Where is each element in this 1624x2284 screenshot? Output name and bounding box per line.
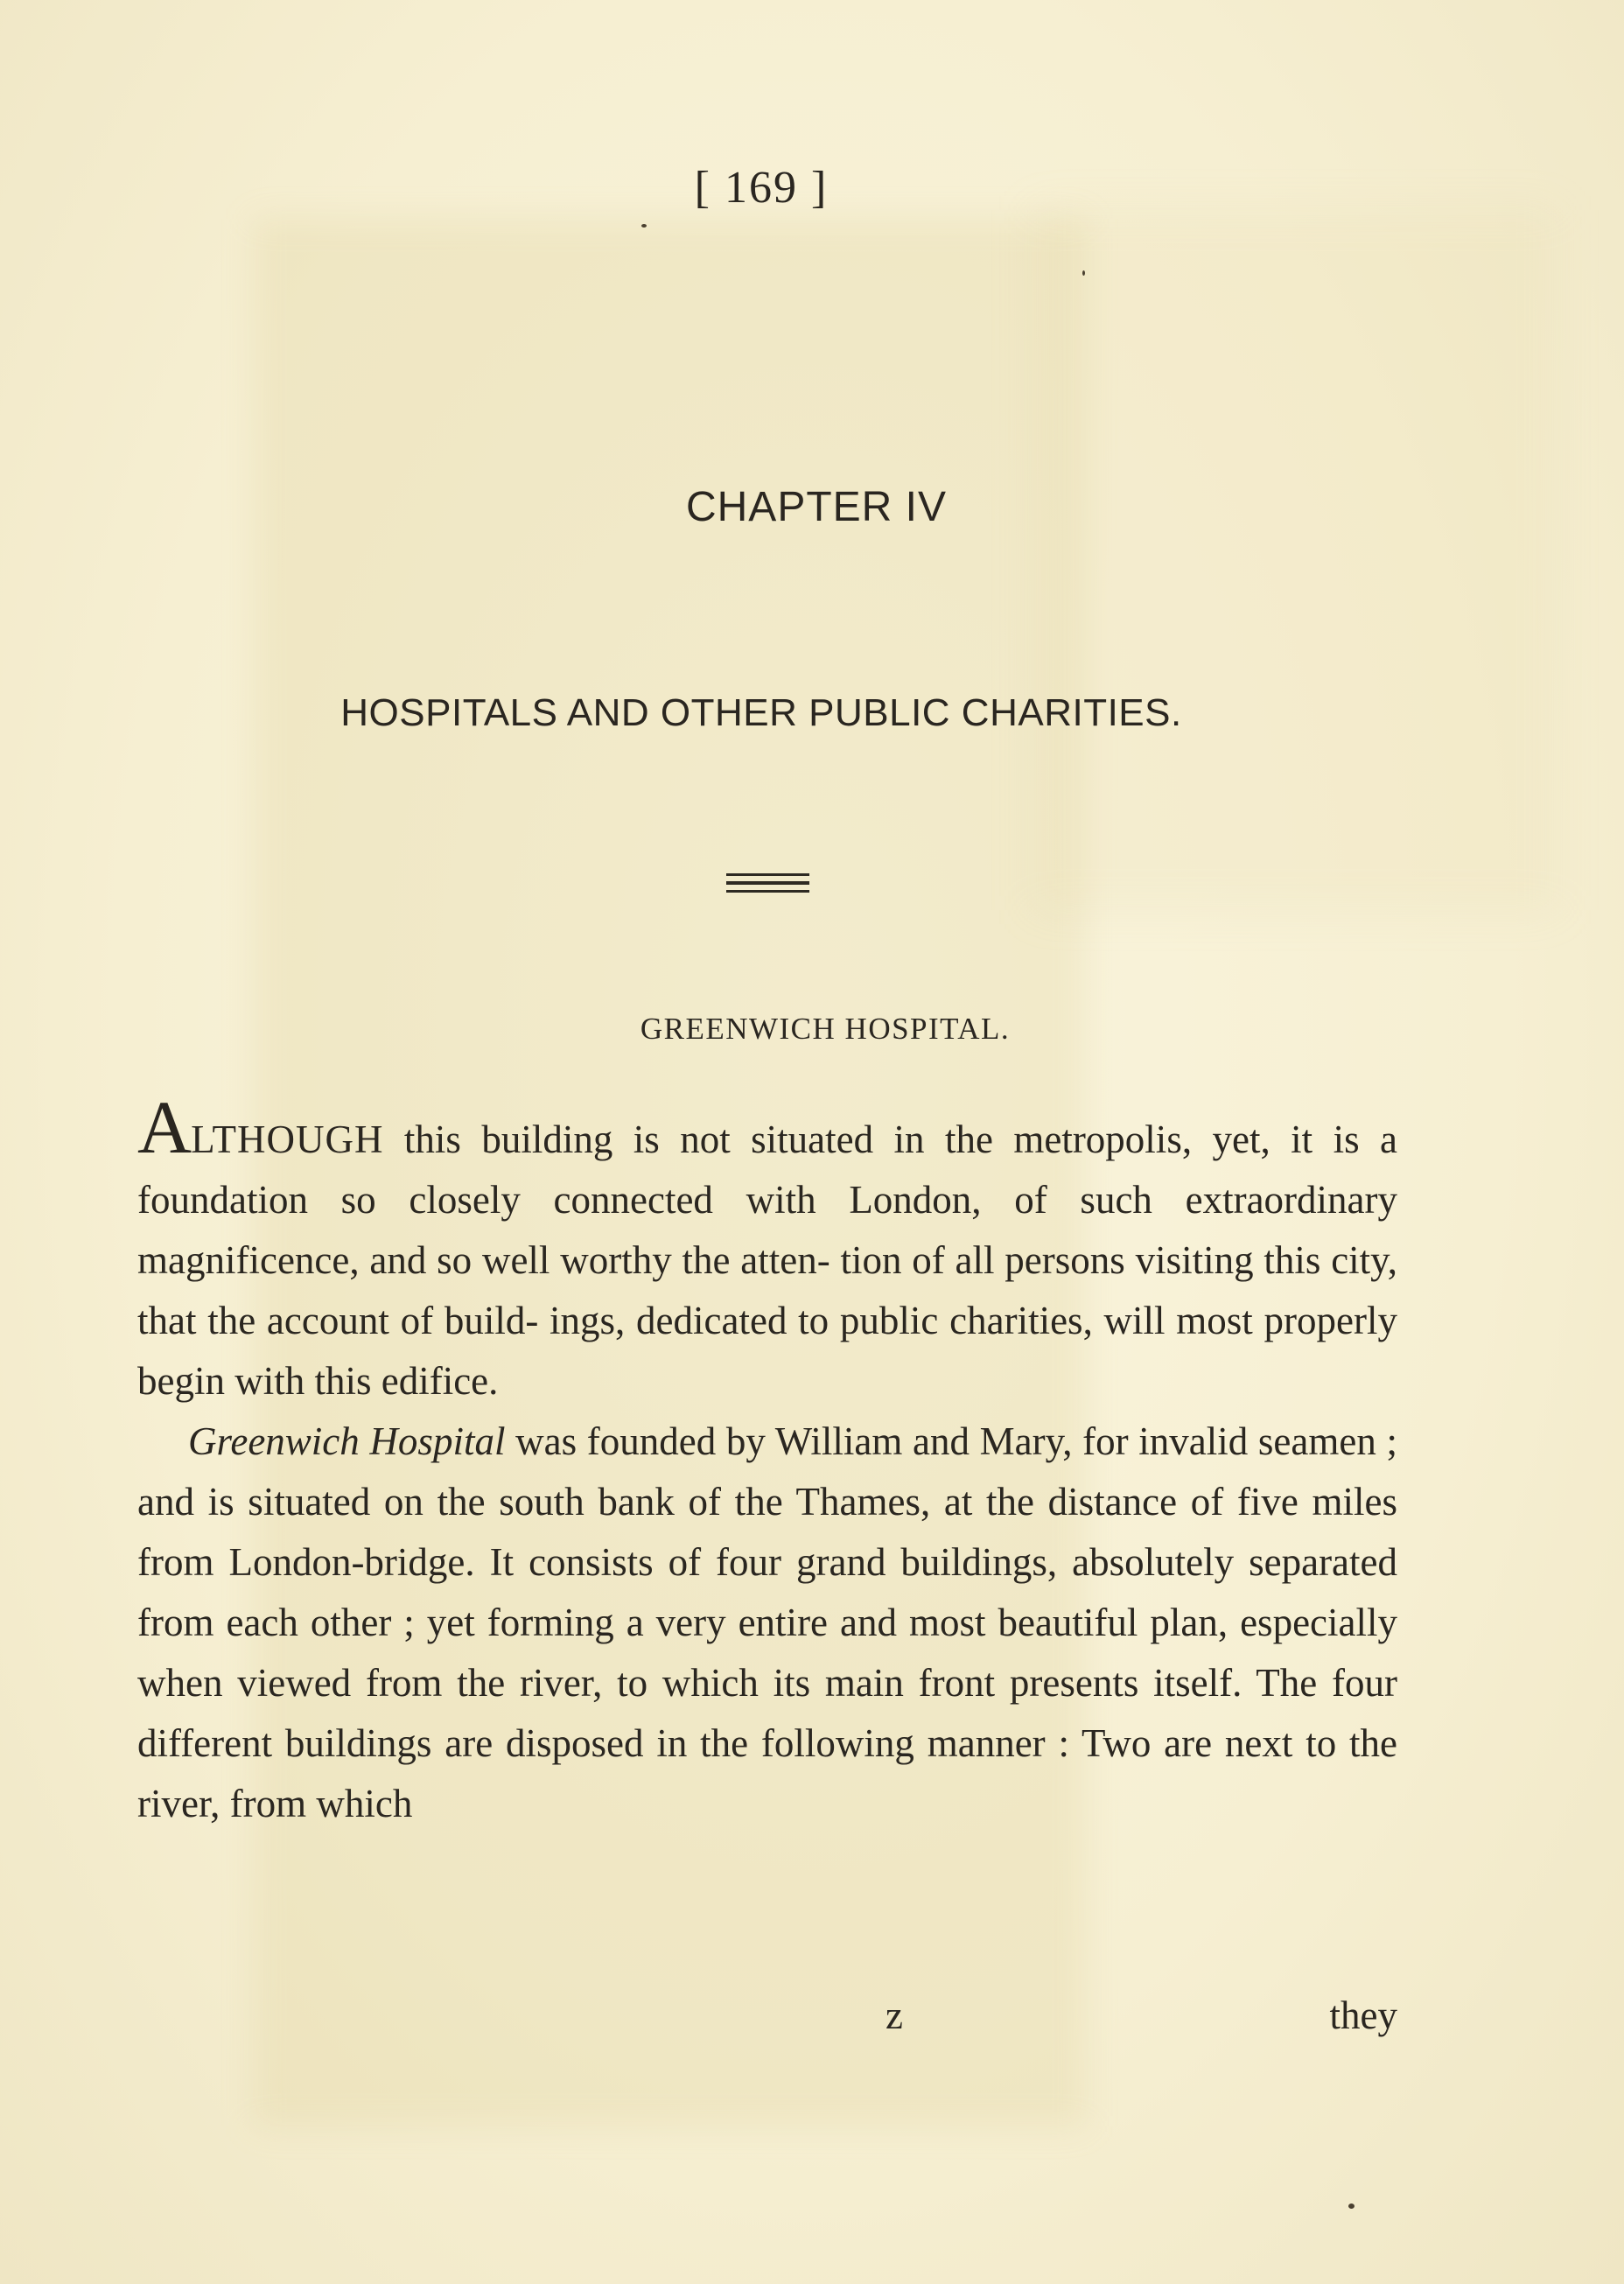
decorative-rule bbox=[726, 890, 809, 893]
italic-name: Greenwich Hospital bbox=[188, 1419, 506, 1463]
page-stain bbox=[1032, 210, 1558, 910]
paragraph-1 bbox=[137, 1085, 1397, 1412]
opening-caps: LTHOUGH bbox=[191, 1117, 384, 1161]
decorative-rule bbox=[726, 873, 809, 876]
body-text bbox=[137, 1085, 1397, 1834]
paragraph-2 bbox=[137, 1412, 1397, 1834]
catchword: they bbox=[1329, 1993, 1397, 2037]
chapter-heading: CHAPTER IV bbox=[685, 484, 948, 530]
ink-speck bbox=[641, 224, 647, 228]
decorative-rule bbox=[726, 881, 809, 885]
ink-speck bbox=[1082, 270, 1085, 276]
paragraph-1-text: this building is not situated in the metropolis, yet, it is a foundation so closely connected with London, of such extraordinary magnificence, and so well worthy the atten- tion of all persons visiting this city, that the account of build- ings, dedicated to public charities, will most properly begin with this edifice. bbox=[137, 1117, 1397, 1403]
ink-speck bbox=[1348, 2203, 1354, 2209]
page-number: [ 169 ] bbox=[694, 163, 829, 213]
subheading: GREENWICH HOSPITAL. bbox=[640, 1012, 1011, 1046]
catch-line bbox=[137, 1993, 1397, 2045]
signature-mark: z bbox=[886, 1993, 903, 2037]
section-title: HOSPITALS AND OTHER PUBLIC CHARITIES. bbox=[340, 691, 1182, 734]
paragraph-2-text: was founded by William and Mary, for invalid seamen ; and is situated on the south bank of the Thames, at the distance of five miles from London-bridge. It consists of four grand buildings, absolutely separated from each other ; yet forming a very entire and most beautiful plan, especially when viewed from the river, to which its main front presents itself. The four different buildings are disposed in the following manner : Two are next to the river, from which bbox=[137, 1419, 1397, 1825]
drop-cap: A bbox=[137, 1085, 192, 1169]
